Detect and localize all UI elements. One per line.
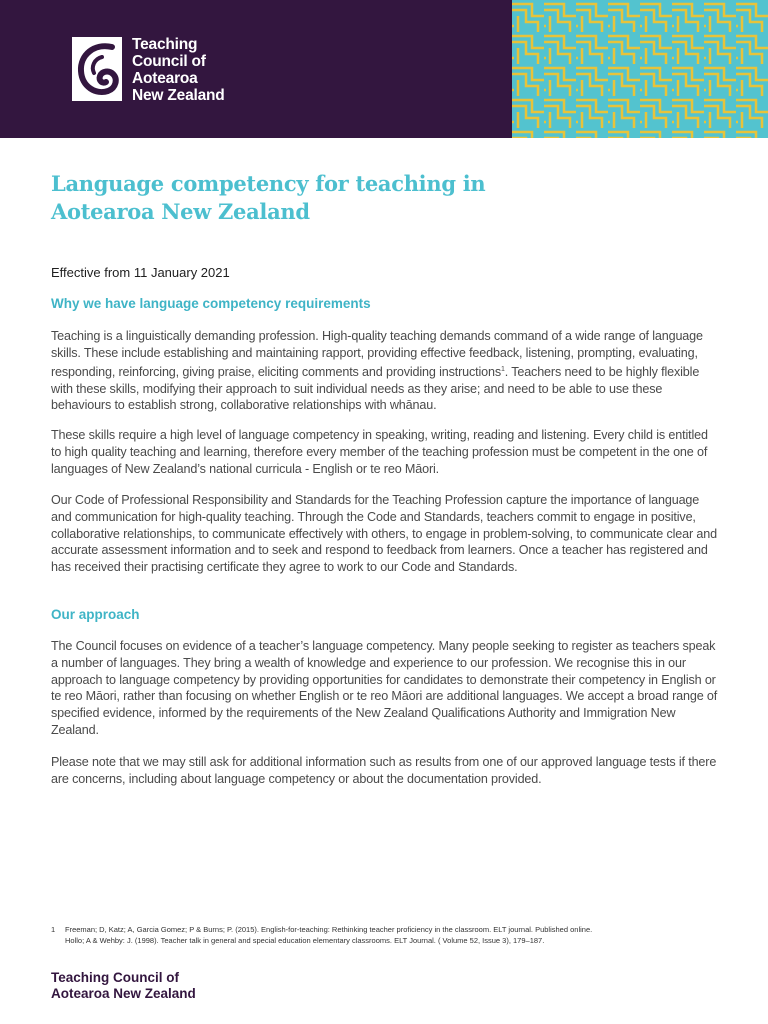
footnote-text: Freeman; D, Katz; A, Garcia Gomez; P & Burns; P. (2015). English-for-teaching: Rethinking teacher proficiency in the classroom. ELT journal. Published online. Hollo; A & Wehby: J. (1998). Teacher talk in general and special education elementary classrooms. ELT Journal. ( Volume 52, Issue 3), 179–187.: [65, 925, 593, 945]
section-heading-requirements: Why we have language competency requirements: [51, 296, 371, 311]
section-heading-approach: Our approach: [51, 607, 140, 622]
title-line: Aotearoa New Zealand: [51, 199, 310, 224]
paragraph: Please note that we may still ask for additional information such as results from one of our approved language tests if there are concerns, including about language competency or about the documentation provided.: [51, 755, 717, 786]
footnote: [51, 924, 611, 946]
logo-line: Council of: [132, 53, 206, 70]
logo[interactable]: [72, 37, 225, 104]
effective-date: Effective from 11 January 2021: [51, 265, 230, 280]
paragraph-text: Teaching is a linguistically demanding profession. High-quality teaching demands command of a wide range of language skills. These include establishing and maintaining rapport, providing effective feedback, listening, prompting, evaluating, responding, reinforcing, giving praise, eliciting comments and providing instructions: [51, 329, 703, 379]
footnote-number: 1: [51, 925, 56, 934]
paragraph: These skills require a high level of language competency in speaking, writing, reading and listening. Every child is entitled to high quality teaching and learning, therefore every member of the teaching profession must be competent in the one of languages of New Zealand’s national curricula - English or te reo Māori.: [51, 428, 708, 476]
koru-logo-icon: [72, 37, 122, 101]
paragraph-text: . Teachers need to be highly flexible with these skills, modifying their approach to suit individual needs as they arise; and need to be able to use these behaviours to establish strong, collaborative relationships with whānau.: [51, 364, 700, 413]
title-line: Language competency for teaching in: [51, 171, 486, 196]
footer-brand-line: Aotearoa New Zealand: [51, 985, 196, 1001]
logo-line: Aotearoa: [132, 70, 198, 87]
footnote-ref[interactable]: 1: [500, 365, 505, 373]
paragraph: [51, 328, 719, 414]
footer-brand-line: Teaching Council of: [51, 970, 179, 985]
logo-text: [132, 36, 225, 104]
logo-line: Teaching: [132, 36, 198, 53]
logo-line: New Zealand: [132, 87, 225, 104]
page-title: [51, 170, 651, 226]
paragraph: Our Code of Professional Responsibility and Standards for the Teaching Profession capture the importance of language and communication for high-quality teaching. Through the Code and Standards, teachers commit to engage in positive, collaborative relationships, to communicate effectively with others, to engage in problem-solving, to communicate clear and accurate assessment information and to seek and respond to feedback from learners. Once a teacher has registered and has received their practising certificate they agree to work to our Code and Standards.: [51, 493, 717, 575]
footer-brand: [51, 970, 196, 1001]
header-band: [0, 0, 768, 138]
paragraph: The Council focuses on evidence of a teacher’s language competency. Many people seeking to register as teachers speak a number of languages. They bring a wealth of knowledge and experience to our profession. We recognise this in our approach to language competency by providing opportunities for candidates to demonstrate their competency in English or te reo Māori, rather than focusing on whether English or te reo Māori are additional languages. We accept a broad range of specified evidence, informed by the requirements of the New Zealand Qualifications Authority and Immigration New Zealand.: [51, 639, 718, 737]
poutama-pattern: [512, 0, 768, 138]
